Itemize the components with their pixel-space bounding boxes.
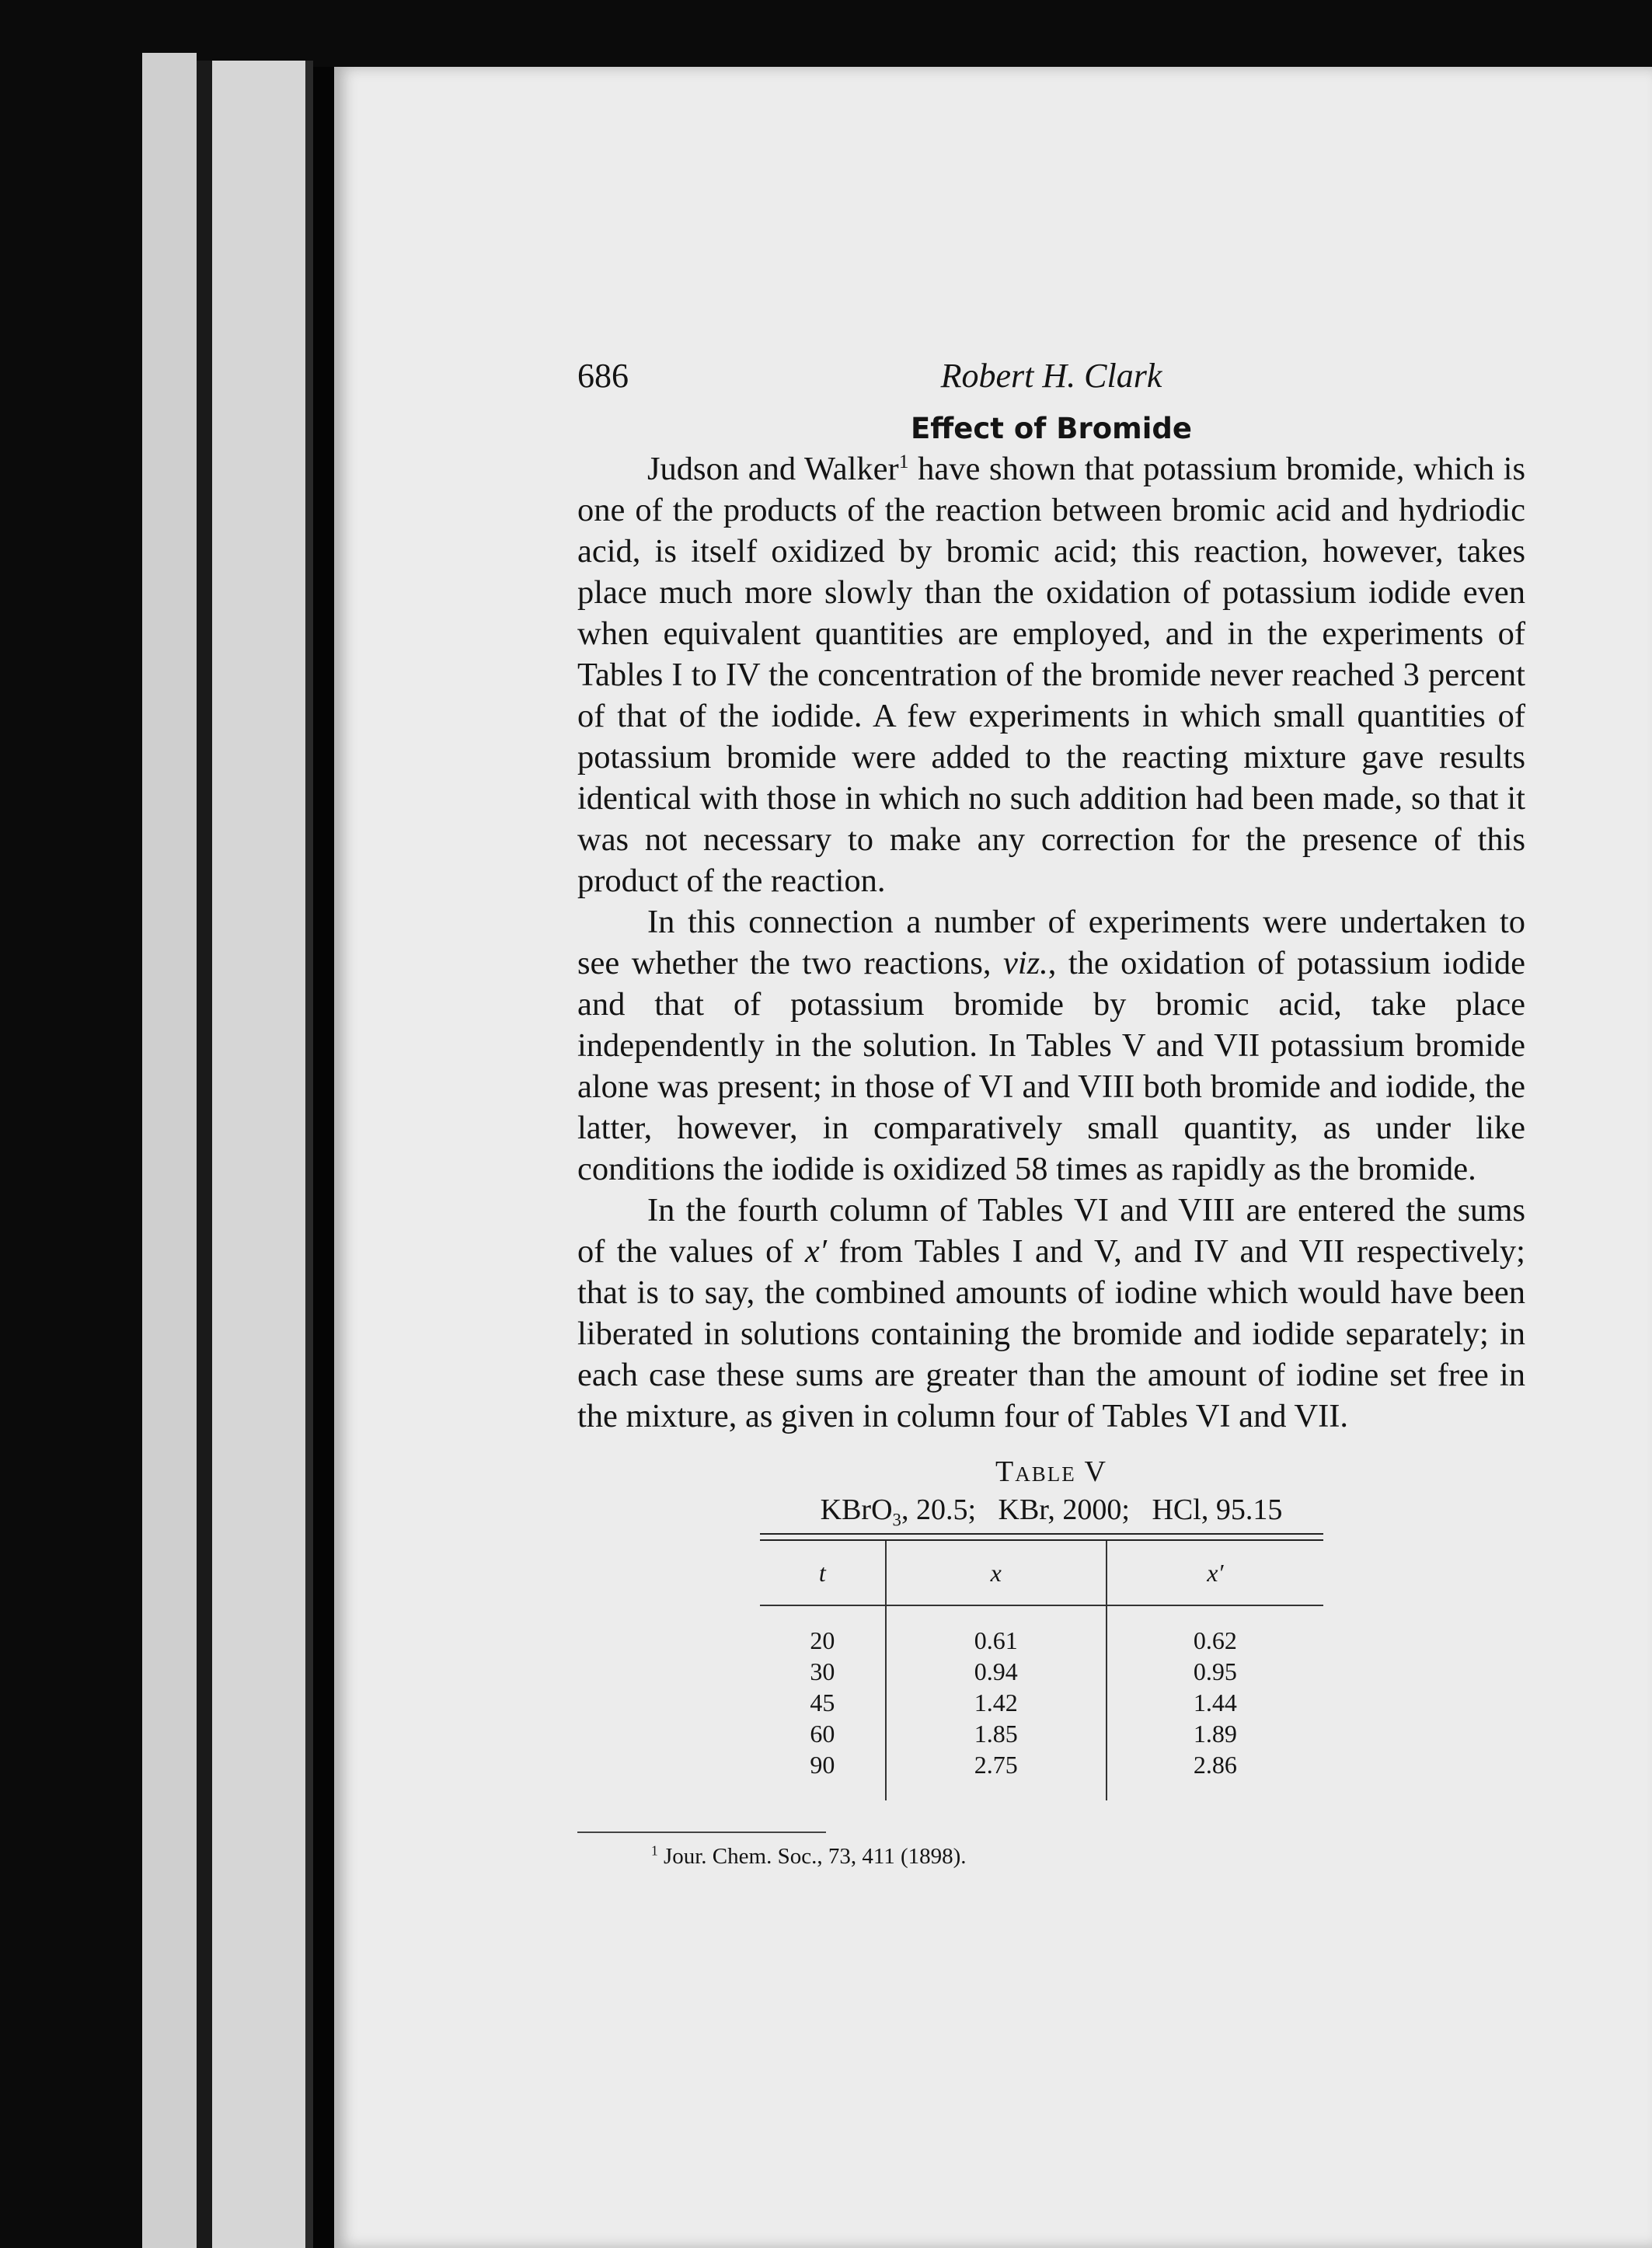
footnote [651,1844,1525,1870]
paragraph-2-italic: viz. [1002,945,1048,981]
col-header-x-prime: x′ [1107,1541,1323,1605]
table-conditions [577,1490,1525,1530]
col-header-t: t [760,1541,886,1605]
cell-x-prime: 2.86 [1107,1749,1323,1800]
table-top-rule [760,1533,1323,1541]
cell-x-prime: 1.89 [1107,1718,1323,1749]
cell-x-prime: 0.62 [1107,1605,1323,1656]
cell-t: 20 [810,1626,835,1654]
cell-x-prime: 1.44 [1107,1687,1323,1718]
page-edge-inner [212,61,305,2248]
paragraph-2 [577,901,1525,1190]
paragraph-3 [577,1190,1525,1437]
cell-t: 60 [810,1720,835,1748]
cell-x: 0.94 [886,1656,1107,1687]
table-row [760,1605,1323,1656]
page-content [577,350,1525,1870]
footnote-rule [577,1832,826,1833]
paragraph-1-rest: have shown that potassium bromide, which is one of the products of the reaction between bromic acid and hydriodic acid, is itself oxidized by bromic acid; this reaction, however, takes place much more slowly than the oxidation of potassium iodide even when equivalent quantities are employed, and in the experiments of Tables I to IV the concentration of the bromide never reached 3 percent of that of the iodide. A few experiments in which small quantities of potassium bromide were added to the reacting mixture gave results identical with those in which no such addition had been made, so that it was not necessary to make any correction for the presence of this product of the reaction. [577,451,1525,899]
cell-x: 2.75 [886,1749,1107,1800]
cell-t: 30 [810,1657,835,1685]
paragraph-1 [577,448,1525,901]
running-head: Robert H. Clark [940,357,1162,395]
footnote-text: Jour. Chem. Soc., 73, 411 (1898). [663,1844,967,1869]
footnote-ref: 1 [898,449,909,472]
table-row [760,1718,1323,1749]
paragraph-3-rest: from Tables I and V, and IV and VII respectively; that is to say, the combined amounts of iodine which would have been liberated in solutions containing the bromide and iodide separately; in each case these sums are greater than the amount of iodine set free in the mixture, as given in column four of Tables VI and VII. [577,1233,1525,1434]
paragraph-1-start: Judson and Walker [647,451,899,487]
paragraph-3-start: In the fourth column of Tables VI and VIII are entered the sums of the values of [577,1192,1525,1270]
paragraph-2-rest: , the oxidation of potassium iodide and that of potassium bromide by bromic acid, take place independently in the solution. In Tables V and VII potassium bromide alone was present; in those of VI and VIII both bromide and iodide, the latter, however, in comparatively small quantity, as under like conditions the iodide is oxidized 58 times as rapidly as the bromide. [577,945,1525,1187]
page-number: 686 [577,357,629,395]
cell-t: 45 [810,1689,835,1716]
page-edge-outer [142,53,197,2248]
page-edge-shadow [197,61,212,2248]
cell-x-prime: 0.95 [1107,1656,1323,1687]
cond-kbro3: KBrO$_3$, 20.5; [820,1493,976,1530]
cell-x: 1.85 [886,1718,1107,1749]
paragraph-3-italic: x′ [804,1233,828,1270]
table-row [760,1749,1323,1800]
col-header-x: x [886,1541,1107,1605]
cond-hcl: HCl, 95.15 [1152,1493,1283,1526]
cond-kbr: KBr, 2000; [998,1493,1130,1526]
section-title: Effect of Bromide [911,412,1192,445]
page-edge-line [305,61,313,2248]
paragraph-2-start: In this connection a number of experiments were undertaken to see whether the two reactions, [577,904,1525,981]
cell-x: 1.42 [886,1687,1107,1718]
page-header [577,350,1525,404]
cell-x: 0.61 [886,1605,1107,1656]
book-binding-gutter [313,67,334,2248]
table-header-row [760,1541,1323,1605]
cell-t: 90 [810,1751,835,1779]
table-row [760,1687,1323,1718]
table-title: Table V [995,1455,1107,1488]
footnote-mark: 1 [651,1842,658,1859]
table-row [760,1656,1323,1687]
data-table [760,1541,1323,1800]
